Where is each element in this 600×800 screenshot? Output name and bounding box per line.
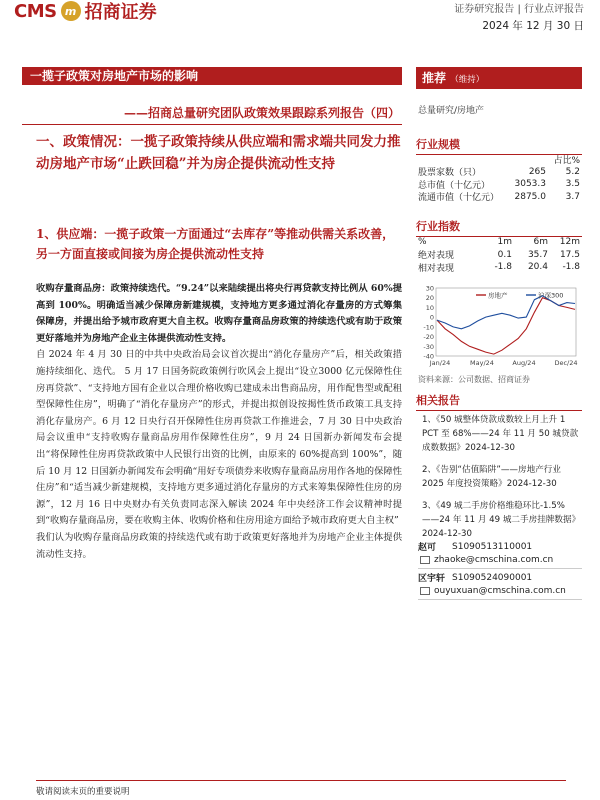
cell-value: -1.8 [494,262,512,273]
related-reports-heading: 相关报告 [416,392,582,411]
cell-label: 股票家数（只） [418,168,482,179]
title-divider [22,124,402,125]
cell-label: 绝对表现 [418,251,455,262]
table-row [418,166,580,179]
analyst-id: S1090513110001 [452,541,533,552]
cell-value: 35.7 [527,249,548,260]
cell-label: 总市值（十亿元） [418,180,491,191]
rating-banner [416,67,582,89]
body-text [36,281,402,563]
body-paragraph-lead [36,281,402,347]
report-title: 一揽子政策对房地产市场的影响 [22,67,402,85]
y-tick-label: 30 [425,284,434,293]
cell-value: 3053.3 [514,179,546,190]
analyst-email-row [418,553,582,566]
footer-note: 敬请阅读末页的重要说明 [36,787,130,797]
brand-logo [14,0,157,22]
analyst-email[interactable]: zhaoke@cmschina.com.cn [434,554,554,565]
cell-pct: 3.7 [565,191,580,202]
section-heading-2: 1、供应端：一揽子政策一方面通过“去库存”等推动供需关系改善，另一方面直接或间接为房企提供流动性支持 [36,227,395,261]
cell-pct: 5.2 [565,166,580,177]
table-row [418,261,580,274]
lead-bold-text: 收购存量商品房：政策持续迭代。“9.24”以来陆续提出将央行再贷款支持比例从 60%提高到 100%。明确适当减少保障房新建规模，支持地方更多通过消化存量房的方式筹集保障房，并提出给予城市政府更大自主权。收购存量商品房政策的持续迭代或有助于政策更好落地并为房地产企业主体提供流动性支持。 [36,283,402,344]
industry-scale-table [418,153,580,203]
legend-label: 房地产 [488,291,508,300]
analyst-id: S1090524090001 [452,572,533,583]
rating-label: 推荐 [422,71,447,85]
cell-label: 流通市值（十亿元） [418,193,500,204]
analyst-name: 赵可 [418,543,437,553]
analyst-divider [418,568,582,569]
chart-source: 资料来源：公司数据、招商证券 [418,375,530,384]
col-header: 12m [559,237,580,248]
related-reports-list [422,413,582,549]
footer-divider [36,780,566,781]
logo-mark-icon: m [61,1,81,21]
y-tick-label: -40 [423,352,434,361]
cell-value: 2875.0 [514,191,546,202]
analyst-name: 区宇轩 [418,574,446,584]
body-paragraph-2: 自 2024 年 4 月 30 日的中共中央政治局会议首次提出“消化存量房产”后，相关政策措施持续细化、迭代。 5 月 17 日国务院政策例行吹风会上提出“设立3000 亿元保障性住房再贷款”、“支持地方国有企业以合理价格收购已建成未出售商品房，用作配售型或配租型保障性住房”，明确了“消化存量房产”的形式，并提出拟创设按揭性货币政策工具支持消化存量房产。6 月 12 日央行召开保障性住房再贷款工作推进会，7 月 30 日中央政治局会议重申“支持收购存量商品房用作保障性住房”，9 月 24 日国新办新闻发布会提出“将保障性住房再贷款政策中人民银行出资的比例，由原来的 60%提高到 100%”，随后 10 月 12 日国新办新闻发布会明确“用好专项债券来收购存量商品房用作各地的保障性住房”和“适当减少新建规模，支持地方更多通过消化存量房的方式来筹集保障性住房的房源”，12 月 16 日中央财办有关负责同志深入解读 2024 年中央经济工作会议精神时提到“收购存量商品房，要在收购主体、收购价格和住房用途方面给予城市政府更大自主权” [36,349,402,527]
col-header: % [418,237,427,248]
report-subtitle: ——招商总量研究团队政策效果跟踪系列报告（四） [123,106,400,120]
cell-value: 20.4 [527,262,548,273]
y-tick-label: -10 [423,323,434,332]
unit-header: 占比% [553,155,580,166]
report-header [454,0,584,33]
table-row [418,178,580,191]
rating-maintain: （维持） [450,75,485,85]
col-header: 1m [497,237,512,248]
legend-label: 沪深300 [538,291,564,300]
body-paragraph-3: 我们认为收购存量商品房政策的持续迭代或有助于政策更好落地并为房地产企业主体提供流动性支持。 [36,531,402,560]
analyst-email[interactable]: ouyuxuan@cmschina.com.cn [434,585,566,596]
index-performance-chart [416,282,582,372]
analyst-divider [418,599,582,600]
analyst-row [418,540,582,553]
cell-value: -1.8 [562,262,580,273]
logo-latin: CMS [14,0,57,22]
y-tick-label: 0 [429,313,434,322]
analyst-email-row [418,584,582,597]
y-tick-label: -20 [423,333,434,342]
industry-label: 总量研究/房地产 [418,106,485,116]
cell-value: 0.1 [497,249,512,260]
section-heading-1: 一、政策情况：一揽子政策持续从供应端和需求端共同发力推动房地产市场“止跌回稳”并为房企提供流动性支持 [36,134,401,172]
analyst-block [418,540,582,602]
series-line [437,296,575,329]
x-tick-label: Jan/24 [429,359,451,367]
chart-svg [416,282,582,372]
report-link[interactable]: 1、《50 城整体贷款成数较上月上升 1 PCT 至 68%——24 年 11 月 50 城贷款成数数据》2024-12-30 [422,415,579,453]
table-row [418,236,580,249]
analyst-row [418,571,582,584]
y-tick-label: -30 [423,342,434,351]
logo-chinese: 招商证券 [84,2,157,23]
col-header: 6m [533,237,548,248]
industry-index-table [418,236,580,274]
y-tick-label: 20 [425,294,434,303]
cell-label: 相对表现 [418,263,455,274]
cell-pct: 3.5 [565,179,580,190]
report-type: 证券研究报告 | 行业点评报告 [454,4,584,15]
series-line [437,298,575,354]
cell-value: 265 [528,166,546,177]
email-icon [420,587,430,595]
table-row [418,191,580,204]
industry-index-heading: 行业指数 [416,218,582,237]
x-tick-label: Dec/24 [554,359,578,367]
report-link[interactable]: 3、《49 城二手房价格维稳环比-1.5%——24 年 11 月 49 城二手房挂牌数据》2024-12-30 [422,501,581,539]
table-row [418,249,580,262]
industry-scale-heading: 行业规模 [416,136,582,155]
x-tick-label: Aug/24 [512,359,536,367]
email-icon [420,556,430,564]
table-row [418,153,580,166]
y-tick-label: 10 [425,303,434,312]
report-date: 2024 年 12 月 30 日 [482,20,584,32]
report-link[interactable]: 2、《告别“估值陷阱”——房地产行业 2025 年度投资策略》2024-12-30 [422,465,561,489]
cell-value: 17.5 [559,249,580,260]
x-tick-label: May/24 [470,359,494,367]
